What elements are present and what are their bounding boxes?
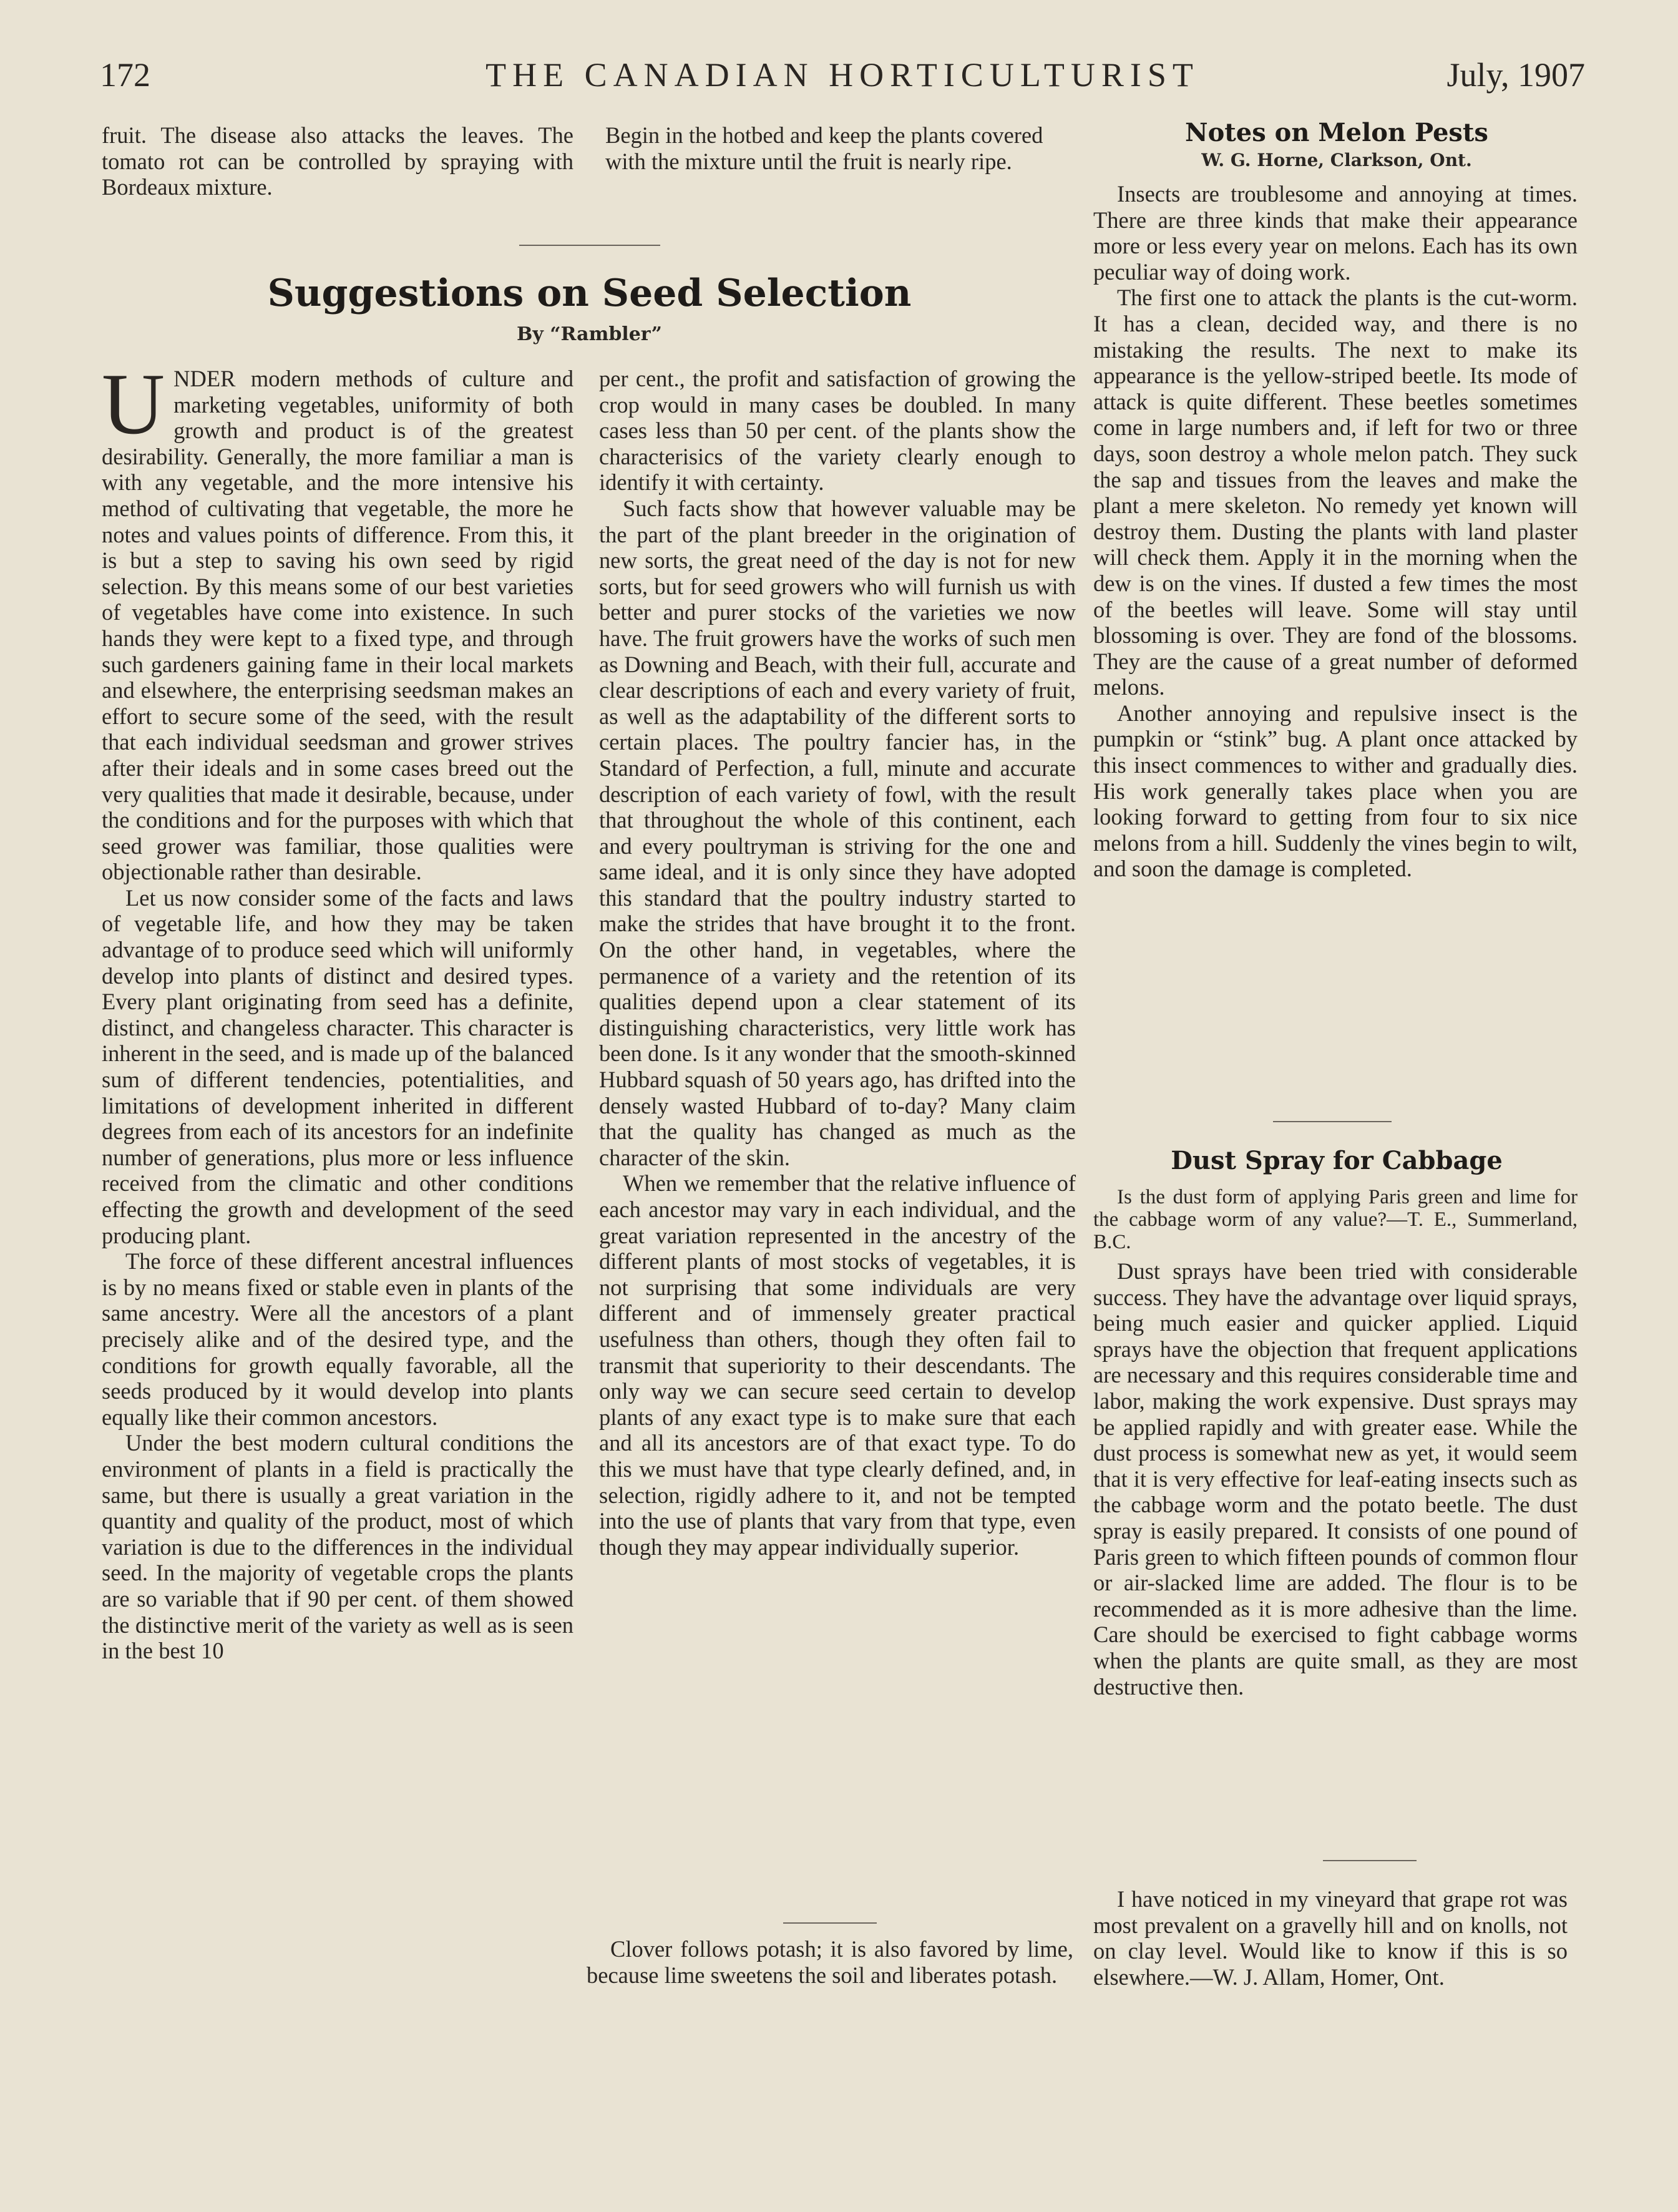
seed-paragraph-4: Under the best modern cultural conditions the environment of plants in a field is practically the same, but there is usually a great variation in the quantity and quality of the product, most of which variation is due to the differences in the individual seed. In the majority of vegetable crops the plants are so variable that if 90 per cent. of them showed the distinctive merit of the variety as well as is seen in the best 10 [102,1430,573,1664]
vineyard-note [1093,1886,1568,1990]
seed-paragraph-2: Let us now consider some of the facts and laws of vegetable life, and how they may be taken advantage of to produce seed which will uniformly develop into plants of distinct and desired types. Every plant originating from seed has a definite, distinct, and changeless character. This character is inherent in the seed, and is made up of the balanced sum of different tendencies, potentialities, and limitations of development inherited in different degrees from each of its ancestors for an indefinite number of generations, plus more or less influence received from the climatic and other conditions effecting the growth and development of the seed producing plant. [102,884,573,1248]
melon-paragraph-3: Another annoying and repulsive insect is the pumpkin or “stink” bug. A plant once attacked by this insect commences to wither and gradually dies. His work generally takes place when you are looking forward to getting from four to six nice melons from a hill. Suddenly the vines begin to wilt, and soon the damage is completed. [1093,700,1578,882]
clover-note [587,1936,1073,1988]
cabbage-article-body [1093,1186,1578,1700]
melon-article-byline: W. G. Horne, Clarkson, Ont. [1201,150,1472,170]
seed-article-col1 [102,356,573,1664]
melon-paragraph-2: The first one to attack the plants is the cut-worm. It has a clean, decided way, and there is no mistaking the results. The next to make its appearance is the yellow-striped beetle. Its mode of attack is quite different. These beetles sometimes come in large numbers and, if left for two or three days, soon destroy a whole melon patch. They suck the sap and tissues from the leaves and make the plant a mere skeleton. No remedy yet known will destroy them. Dusting the plants with land plaster will check them. Apply it in the morning when the dew is on the vines. If dusted a few times the most of the beetles will leave. Some will stay until blossoming is over. They are fond of the blossoms. They are the cause of a great number of deformed melons. [1093,285,1578,700]
seed-article-col2 [599,366,1076,1560]
cabbage-article-title: Dust Spray for Cabbage [1171,1146,1503,1175]
seed-article-title: Suggestions on Seed Selection [267,272,912,315]
clover-paragraph: Clover follows potash; it is also favored by lime, because lime sweetens the soil and liberates potash. [587,1936,1073,1988]
seed-paragraph-7: When we remember that the relative influence of each ancestor may vary in each individual, and the great variation represented in the ancestry of the different plants of most stocks of vegetables, it is not surprising that some individuals are very different and of immensely greater practical usefulness than others, though they often fail to transmit that superiority to their descendants. The only way we can secure seed certain to develop plants of any exact type is to make sure that each and all its ancestors are of that exact type. To do this we must have that type clearly defined, and, in selection, rigidly adhere to it, and not be tempted into the use of plants that vary from that type, even though they may appear individually superior. [599,1170,1076,1560]
melon-article-title: Notes on Melon Pests [1185,118,1488,147]
seed-paragraph-1: UNDER modern methods of culture and marketing vegetables, uniformity of both growth and product is of the greatest desirability. Generally, the more familiar a man is with any vegetable, and the more intensive his method of cultivating that vegetable, the more he notes and values points of difference. From this, it is but a step to saving his own seed by rigid selection. By this means some of our best varieties of vegetables have come into existence. In such hands they were kept to a fixed type, and through such gardeners gaining fame in their local markets and elsewhere, the enterprising seedsman makes an effort to secure some of the seed, with the result that each individual seedsman and grower strives after their ideals and in some cases breed out the very qualities that made it desirable, because, under the conditions and for the purposes with which that seed grower was familiar, those qualities were objectionable rather than desirable. [102,356,573,885]
section-divider [519,245,660,246]
page-number: 172 [100,56,150,94]
seed-article-byline: By “Rambler” [517,323,662,345]
masthead: THE CANADIAN HORTICULTURIST [485,56,1199,94]
drop-cap: U [102,356,165,453]
section-divider [1273,1121,1392,1122]
issue-date: July, 1907 [1446,56,1585,94]
reader-question: Is the dust form of applying Paris green and lime for the cabbage worm of any value?—T. E., Summerland, B.C. [1093,1186,1578,1253]
melon-article-body [1093,181,1578,882]
melon-paragraph-1: Insects are troublesome and annoying at times. There are three kinds that make their appearance more or less every year on melons. Each has its own peculiar way of doing work. [1093,181,1578,285]
continued-text-col2 [605,122,1077,174]
continued-text-col1 [102,122,573,200]
continued-paragraph: fruit. The disease also attacks the leaves. The tomato rot can be controlled by spraying with Bordeaux mixture. [102,122,573,200]
section-divider [1323,1860,1417,1861]
page-header [100,50,1585,100]
continued-paragraph: Begin in the hotbed and keep the plants covered with the mixture until the fruit is nearly ripe. [605,122,1043,174]
section-divider [783,1922,877,1924]
seed-paragraph-3: The force of these different ancestral influences is by no means fixed or stable even in plants of the same ancestry. Were all the ancestors of a plant precisely alike and of the desired type, and the conditions for growth equally favorable, all the seeds produced by it would develop into plants equally like their common ancestors. [102,1248,573,1430]
seed-paragraph-6: Such facts show that however valuable may be the part of the plant breeder in the origination of new sorts, the great need of the day is not for new sorts, but for seed growers who will furnish us with better and purer stocks of the varieties we now have. The fruit growers have the works of such men as Downing and Beach, with their full, accurate and clear descriptions of each and every variety of fruit, as well as the adaptability of the different sorts to certain places. The poultry fancier has, in the Standard of Perfection, a full, minute and accurate description of each variety of fowl, with the result that throughout the whole of this continent, each and every poultryman is striving for the one and same ideal, and it is only since they have adopted this standard that the poultry industry started to make the strides that have brought it to the front. On the other hand, in vegetables, where the permanence of a variety and the retention of its qualities depend upon a clear statement of its distinguishing characteristics, very little work has been done. Is it any wonder that the smooth-skinned Hubbard squash of 50 years ago, has drifted into the densely wasted Hubbard of to-day? Many claim that the quality has changed as much as the character of the skin. [599,495,1076,1170]
answer-paragraph: Dust sprays have been tried with considerable success. They have the advantage over liquid sprays, being much easier and quicker applied. Liquid sprays have the objection that frequent applications are necessary and this requires considerable time and labor, making the work expensive. Dust sprays may be applied rapidly and with greater ease. While the dust process is somewhat new as yet, it would seem that it is very effective for leaf-eating insects such as the cabbage worm and the potato beetle. The dust spray is easily prepared. It consists of one pound of Paris green to which fifteen pounds of common flour or air-slacked lime are added. The flour is to be recommended as it is more adhesive than the lime. Care should be exercised to fight cabbage worms when the plants are quite small, as they are most destructive then. [1093,1258,1578,1700]
seed-paragraph-5: per cent., the profit and satisfaction of growing the crop would in many cases be doubled. In many cases less than 50 per cent. of the plants show the characterisics of the variety clearly enough to identify it with certainty. [599,366,1076,496]
vineyard-paragraph: I have noticed in my vineyard that grape rot was most prevalent on a gravelly hill and on knolls, not on clay level. Would like to know if this is so elsewhere.—W. J. Allam, Homer, Ont. [1093,1886,1568,1990]
